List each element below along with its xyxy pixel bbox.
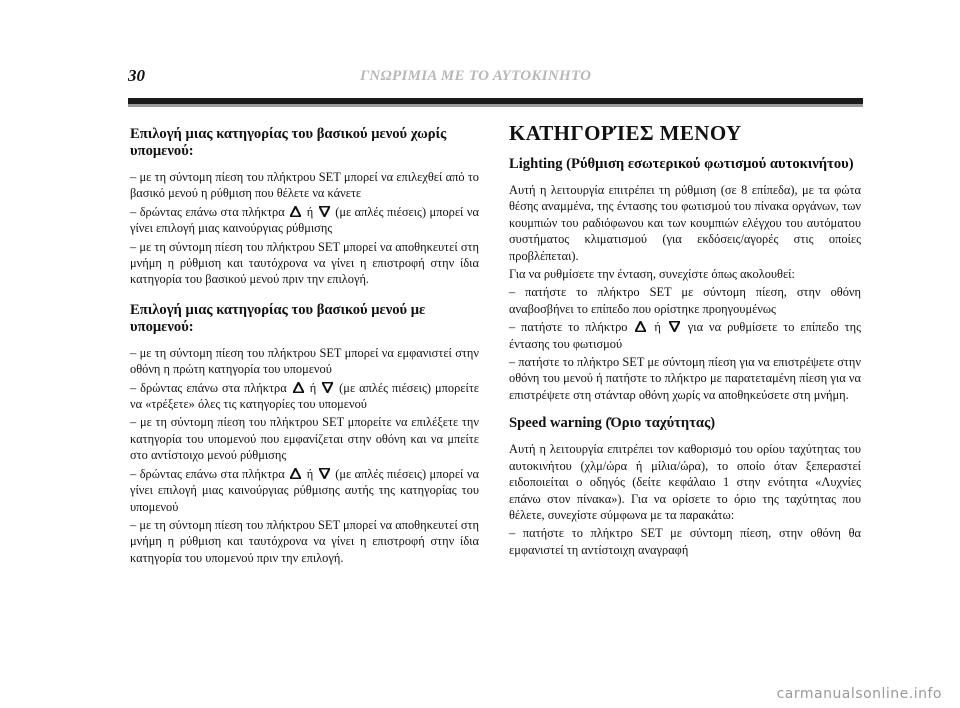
section-heading-no-submenu: Επιλογή μιας κατηγορίας του βασικού μενού χωρίς υπομενού: xyxy=(130,126,447,159)
paragraph: Αυτή η λειτουργία επιτρέπει τον καθορισμό του ορίου ταχύτητας του αυτοκινήτου (χλμ/ώρα ή μίλια/ώρα), το οποίο όταν ξεπεραστεί ειδοποιείται ο οδηγός (δείτε κεφάλαιο 1 στην ενότητα «Λυχνίες επάνω στον πίνακα»). Για να ορίσετε το όριο της ταχύτητας που θέλετε, συνεχίστε σύμφωνα με τα παρακάτω: xyxy=(509,442,861,522)
triangle-up-icon xyxy=(635,321,646,332)
paragraph-with-icons: – δρώντας επάνω στα πλήκτρα ή (με απλές πιέσεις) μπορείτε να «τρέξετε» όλες τις κατηγορίες του υπομενού xyxy=(130,380,480,412)
header-rule-shadow xyxy=(128,104,863,107)
paragraph: – πατήστε το πλήκτρο SET με σύντομη πίεση για να επιστρέψετε στην οθόνη του μενού ή πατήστε το πλήκτρο με παρατεταμένη πίεση για να επιστρέψετε στη στάνταρ οθόνη χωρίς να αποθηκεύσετε στη μνήμη. xyxy=(509,355,861,402)
paragraph: – με τη σύντομη πίεση του πλήκτρου SET μπορείτε να επιλέξετε την κατηγορία του υπομενού που εμφανίζεται στην οθόνη και να μπείτε στο αντίστοιχο μενού ρύθμισης xyxy=(130,415,479,463)
right-column xyxy=(509,120,861,560)
paragraph: – με τη σύντομη πίεση του πλήκτρου SET μπορεί να αποθηκευτεί στη μνήμη η ρύθμιση και ταυτόχρονα να γίνει η επιστροφή στην ίδια κατηγορία του υπομενού πριν την επιλογή. xyxy=(130,517,479,565)
paragraph: – με τη σύντομη πίεση του πλήκτρου SET μπορεί να επιλεχθεί από το βασικό μενού η ρύθμιση που θέλετε να κάνετε xyxy=(130,170,479,201)
left-column xyxy=(130,126,479,568)
menu-categories-title: ΚΑΤΗΓΟΡΊΕΣ ΜΕΝΟΥ xyxy=(509,121,742,145)
triangle-down-icon xyxy=(322,382,333,393)
lighting-heading: Lighting (Ρύθμιση εσωτερικού φωτισμού αυτοκινήτου) xyxy=(509,156,854,172)
paragraph: – με τη σύντομη πίεση του πλήκτρου SET μπορεί να αποθηκευτεί στη μνήμη η ρύθμιση και ταυτόχρονα να γίνει η επιστροφή στην ίδια κατηγορία του βασικού μενού πριν την επιλογή. xyxy=(130,239,479,287)
paragraph: – με τη σύντομη πίεση του πλήκτρου SET μπορεί να εμφανιστεί στην οθόνη η πρώτη κατηγορία του υπομενού xyxy=(130,345,479,377)
paragraph-with-icons: – πατήστε το πλήκτρο ή για να ρυθμίσετε το επίπεδο της έντασης του φωτισμού xyxy=(509,320,862,351)
triangle-up-icon xyxy=(290,468,301,479)
paragraph: Αυτή η λειτουργία επιτρέπει τη ρύθμιση (σε 8 επίπεδα), με τα φώτα θέσης αναμμένα, της έντασης του φωτισμού του πίνακα οργάνων, των κουμπιών του ραδιόφωνου και των κουμπιών ελέγχου του αυτόματου συστήματος κλιματισμού (για εκδόσεις/αγορές στις οποίες προβλέπεται). xyxy=(509,183,861,263)
speed-warning-heading: Speed warning (Όριο ταχύτητας) xyxy=(509,415,716,432)
triangle-down-icon xyxy=(319,206,330,217)
triangle-down-icon xyxy=(669,321,680,332)
triangle-up-icon xyxy=(290,206,301,217)
watermark: carmanualsonline.info xyxy=(776,686,942,702)
triangle-up-icon xyxy=(293,382,304,393)
paragraph-with-icons: – δρώντας επάνω στα πλήκτρα ή (με απλές πιέσεις) μπορεί να γίνει επιλογή μιας καινούργιας ρύθμισης xyxy=(130,204,479,236)
paragraph-with-icons: – δρώντας επάνω στα πλήκτρα ή (με απλές πιέσεις) μπορεί να γίνει επιλογή μιας καινούργιας ρύθμισης αυτής της κατηγορίας του υπομενού xyxy=(130,466,479,514)
paragraph: – πατήστε το πλήκτρο SET με σύντομη πίεση, στην οθόνη αναβοσβήνει το επίπεδο που ορίστηκε προηγουμένως xyxy=(509,285,861,316)
paragraph: Για να ρυθμίσετε την ένταση, συνεχίστε όπως ακολουθεί: xyxy=(509,267,795,282)
triangle-down-icon xyxy=(319,468,330,479)
page-number: 30 xyxy=(128,66,145,85)
section-heading-with-submenu: Επιλογή μιας κατηγορίας του βασικού μενού με υπομενού: xyxy=(130,301,426,335)
running-title: ΓΝΩΡΙΜΙΑ ΜΕ ΤΟ ΑΥΤΟΚΙΝΗΤΟ xyxy=(360,68,592,84)
paragraph: – πατήστε το πλήκτρο SET με σύντομη πίεση, στην οθόνη θα εμφανιστεί τη αντίστοιχη αναγραφή xyxy=(509,526,861,557)
